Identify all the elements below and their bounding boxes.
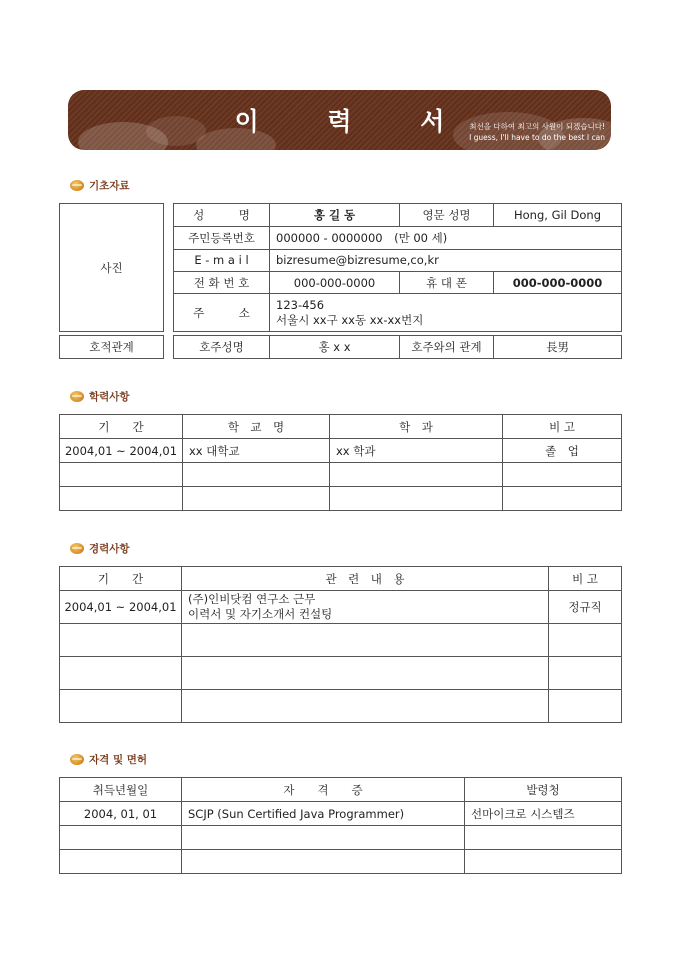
section-title: 자격 및 면허 [89,754,148,766]
email-label: E - m a i l [174,249,270,271]
table-row [60,657,622,690]
head-name-label: 호주성명 [174,336,270,359]
column-header: 학 교 명 [183,415,330,439]
section-title: 학력사항 [89,391,130,403]
banner-slogan-en: I guess, I'll have to do the best I can [469,133,605,142]
banner-slogan-ko: 최선을 다하여 최고의 사원이 되겠습니다! [469,122,605,131]
section-licenses-heading [70,752,147,767]
table-row [60,826,622,850]
table-row [60,463,622,487]
content-cell [182,591,549,624]
note-cell: 정규직 [549,591,622,624]
content-line-2: 이력서 및 자기소개서 컨설팅 [188,607,333,621]
table-row [60,624,622,657]
section-title: 경력사항 [89,543,130,555]
issuer-cell: 선마이크로 시스템즈 [465,802,622,826]
table-row [60,439,622,463]
column-header: 자 격 증 [182,778,465,802]
column-header: 기 간 [60,567,182,591]
column-header: 발령청 [465,778,622,802]
section-basic-heading [70,178,130,193]
email-value: bizresume@bizresume,co,kr [270,249,622,271]
eng-name-value: Hong, Gil Dong [494,204,622,227]
id-value: 000000 - 0000000 (만 00 세) [270,227,622,249]
education-table [59,414,622,511]
coin-stack-icon [70,180,84,191]
section-education-heading [70,389,130,404]
photo-box: 사진 [60,204,164,332]
license-cell: SCJP (Sun Certified Java Programmer) [182,802,465,826]
coin-stack-icon [70,754,84,765]
address-value [270,294,622,332]
content-line-1: (주)인비닷컴 연구소 근무 [188,592,316,606]
column-header: 비 고 [549,567,622,591]
page-title: 이 력 서 [234,107,475,136]
note-cell: 졸 업 [503,439,622,463]
section-career-heading [70,541,130,556]
family-relation-label: 호적관계 [60,336,164,359]
resume-banner [68,90,611,150]
table-row [60,850,622,874]
head-relation-value: 長男 [494,336,622,359]
table-row [60,690,622,723]
phone-label: 전 화 번 호 [174,272,270,294]
name-label: 성 명 [174,204,270,227]
column-header: 비 고 [503,415,622,439]
address-line-1: 123-456 [276,297,325,312]
column-header: 학 과 [330,415,503,439]
career-table [59,566,622,723]
period-cell: 2004,01 ~ 2004,01 [60,591,182,624]
column-header: 관 련 내 용 [182,567,549,591]
table-row [60,802,622,826]
id-label: 주민등록번호 [174,227,270,249]
address-line-2: 서울시 xx구 xx동 xx-xx번지 [276,312,424,327]
mobile-label: 휴 대 폰 [400,272,494,294]
school-cell: xx 대학교 [183,439,330,463]
name-value: 홍 길 동 [270,204,400,227]
period-cell: 2004,01 ~ 2004,01 [60,439,183,463]
coin-stack-icon [70,543,84,554]
head-name-value: 홍 x x [270,336,400,359]
date-cell: 2004, 01, 01 [60,802,182,826]
eng-name-label: 영문 성명 [400,204,494,227]
coin-stack-icon [70,391,84,402]
phone-value: 000-000-0000 [270,272,400,294]
head-relation-label: 호주와의 관계 [400,336,494,359]
licenses-table [59,777,622,874]
major-cell: xx 학과 [330,439,503,463]
column-header: 기 간 [60,415,183,439]
table-row [60,487,622,511]
mobile-value: 000-000-0000 [494,272,622,294]
section-title: 기초자료 [89,180,130,192]
table-row [60,591,622,624]
address-label: 주 소 [174,294,270,332]
basic-info-table [59,203,622,359]
column-header: 취득년월일 [60,778,182,802]
